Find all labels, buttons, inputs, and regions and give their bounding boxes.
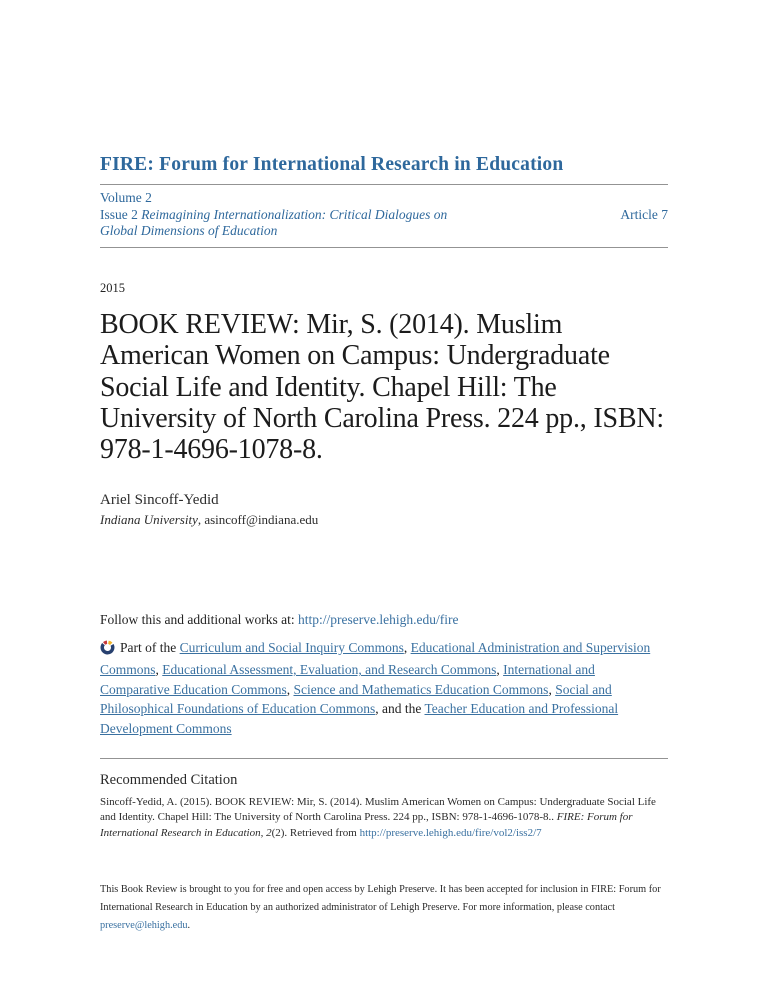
follow-works-line (100, 612, 668, 628)
article-number: Article 7 (620, 207, 668, 223)
publication-year: 2015 (100, 281, 125, 296)
follow-works-text: Follow this and additional works at: (100, 611, 298, 627)
journal-title: FIRE: Forum for International Research in Education (100, 154, 564, 175)
citation-body: Sincoff-Yedid, A. (2015). BOOK REVIEW: Mir, S. (2014). Muslim American Women on Campus: Undergraduate Social Life and Identity. Chapel Hill: The University of North Carolina Press. 224 pp., ISBN: 978-1-4696-1078-8.. (100, 796, 656, 824)
volume-label: Volume 2 (100, 190, 152, 206)
footer-email-link[interactable]: preserve@lehigh.edu (100, 920, 188, 932)
affiliation-separator: , (197, 511, 205, 527)
affiliation-institution: Indiana University (100, 511, 198, 527)
digital-commons-network-logo-icon (100, 640, 115, 660)
divider-under-issue (100, 247, 668, 248)
commons-separator: , (496, 662, 504, 678)
commons-link-teacher-ed[interactable]: Teacher Education and Professional Development Commons (100, 701, 619, 736)
author-email: asincoff@indiana.edu (204, 511, 319, 527)
commons-separator: , (155, 662, 163, 678)
citation-article-link[interactable]: http://preserve.lehigh.edu/fire/vol2/iss2/7 (359, 826, 542, 839)
issue-prefix: Issue 2 (100, 206, 142, 222)
commons-link-science-math[interactable]: Science and Mathematics Education Commons (293, 681, 549, 697)
citation-text (100, 795, 668, 841)
footer-notice (100, 881, 668, 935)
commons-separator: , (286, 681, 294, 697)
volume-issue-block (100, 185, 668, 247)
commons-link-intl-comparative[interactable]: International and Comparative Education Commons (100, 662, 595, 697)
recommended-citation-heading: Recommended Citation (100, 772, 238, 789)
citation-journal-italic: FIRE: Forum for International Research in Education, 2 (100, 811, 633, 839)
issue-title: Reimagining Internationalization: Critical Dialogues on Global Dimensions of Education (100, 206, 448, 238)
footer-period: . (187, 920, 191, 932)
author-affiliation (100, 512, 668, 528)
commons-prefix: Part of the (120, 639, 180, 655)
commons-link-ed-admin[interactable]: Educational Administration and Supervision Commons (100, 639, 651, 678)
commons-link-ed-assessment[interactable]: Educational Assessment, Evaluation, and Research Commons (162, 662, 497, 678)
commons-separator: , and the (375, 701, 425, 717)
commons-link-curriculum[interactable]: Curriculum and Social Inquiry Commons (179, 639, 404, 655)
journal-home-link[interactable]: http://preserve.lehigh.edu/fire (298, 611, 459, 627)
commons-separator: , (548, 681, 556, 697)
author-name: Ariel Sincoff-Yedid (100, 491, 219, 508)
article-title: BOOK REVIEW: Mir, S. (2014). Muslim American Women on Campus: Undergraduate Social Life and Identity. Chapel Hill: The University of North Carolina Press. 224 pp., ISBN: 978-1-4696-1078-8. (100, 309, 664, 466)
commons-paragraph (100, 638, 668, 738)
commons-separator: , (403, 639, 411, 655)
divider-pre-citation (100, 758, 668, 759)
footer-text: This Book Review is brought to you for free and open access by Lehigh Preserve. It has been accepted for inclusion in FIRE: Forum for International Research in Education by an authorized administrator of Lehigh Preserve. For more information, please contact (100, 884, 661, 914)
commons-link-social-philosophical[interactable]: Social and Philosophical Foundations of Education Commons (100, 681, 612, 717)
citation-after-italic: (2). Retrieved from (271, 826, 360, 839)
issue-label (100, 207, 450, 239)
